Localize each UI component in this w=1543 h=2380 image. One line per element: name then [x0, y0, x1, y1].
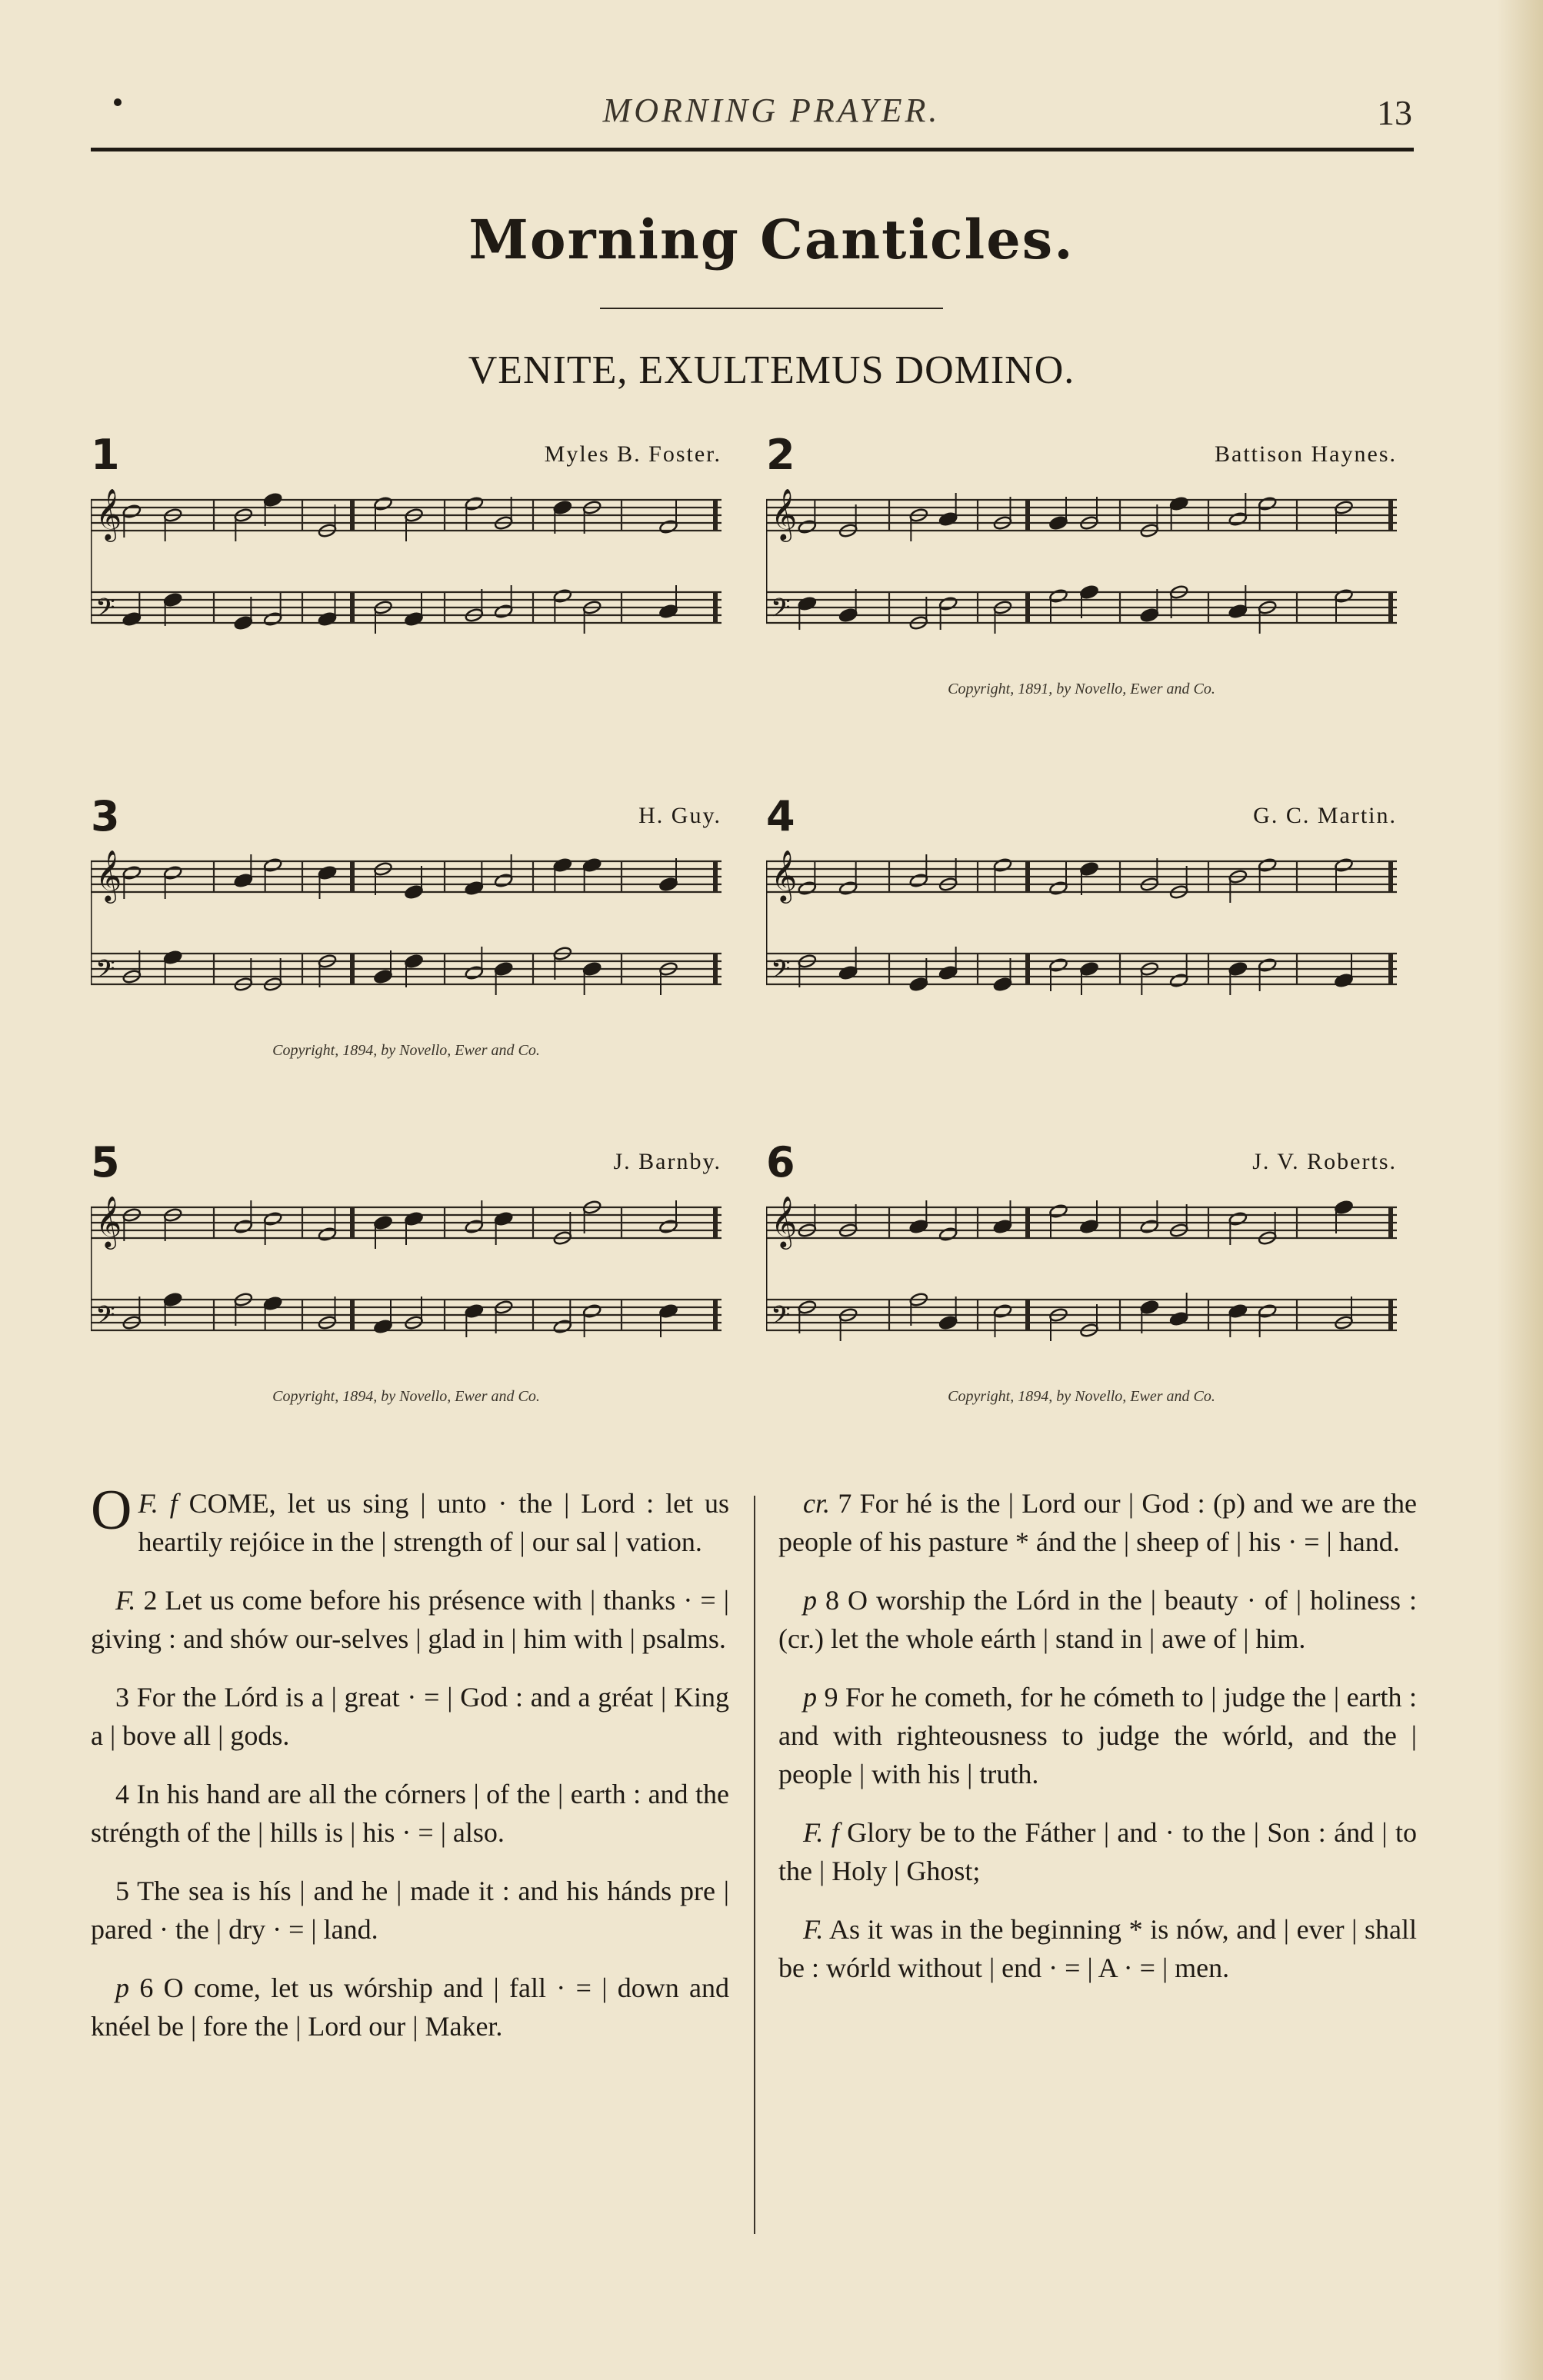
gloria-1 — [778, 1813, 1417, 1890]
chant-number: 1 — [91, 431, 120, 479]
dynamic-mark: F. — [803, 1914, 824, 1945]
note-head — [373, 1319, 392, 1334]
note-head — [318, 865, 337, 880]
note-head — [658, 1219, 678, 1234]
note-head — [1258, 1303, 1277, 1319]
note-head — [465, 496, 484, 511]
note-head — [494, 873, 513, 888]
verse-text: As it was in the beginning * is nów, and | ever | shall be : wórld without | end · = | A · = | men. — [778, 1914, 1418, 1983]
note-head — [993, 977, 1012, 992]
note-head — [1048, 1203, 1068, 1219]
note-head — [1228, 961, 1248, 977]
note-head — [1079, 1219, 1098, 1234]
treble-clef-icon: 𝄞 — [771, 1195, 798, 1247]
title-rule — [600, 308, 943, 309]
verse-6 — [91, 1969, 729, 2045]
note-head — [658, 604, 678, 619]
music-score — [766, 838, 1397, 1038]
chant-composer: J. V. Roberts. — [1252, 1149, 1397, 1174]
chant-number: 4 — [766, 792, 795, 840]
note-head — [494, 1211, 513, 1227]
note-head — [838, 965, 858, 980]
verses-right-column — [778, 1484, 1417, 2007]
chant-composer: Battison Haynes. — [1215, 441, 1397, 467]
note-head — [1258, 957, 1277, 973]
note-head — [404, 884, 423, 900]
note-head — [658, 519, 678, 534]
chant-composer: G. C. Martin. — [1253, 803, 1397, 828]
treble-clef-icon: 𝄞 — [95, 488, 122, 540]
treble-clef-icon: 𝄞 — [95, 1195, 122, 1247]
note-head — [1169, 496, 1188, 511]
dynamic-mark: F. f — [138, 1488, 178, 1519]
note-head — [993, 857, 1012, 873]
header-rule — [91, 148, 1414, 151]
note-head — [404, 954, 423, 969]
note-head — [553, 500, 572, 515]
chant-number: 6 — [766, 1138, 795, 1187]
note-head — [122, 504, 142, 519]
note-head — [163, 1292, 182, 1307]
chant-composer: Myles B. Foster. — [544, 441, 722, 467]
note-head — [658, 1303, 678, 1319]
verse-text: 9 For he cometh, for he cómeth to | judge the | earth : and with righteousness to judge the wórld, and the | people | with his | truth. — [778, 1682, 1418, 1789]
note-head — [938, 511, 958, 527]
note-head — [465, 1303, 484, 1319]
note-head — [582, 1303, 602, 1319]
note-head — [582, 857, 602, 873]
treble-clef-icon: 𝄞 — [771, 849, 798, 901]
note-head — [1334, 857, 1353, 873]
verse-1 — [91, 1479, 730, 1561]
chant-number: 5 — [91, 1138, 120, 1187]
chant-number: 3 — [91, 792, 120, 840]
note-head — [553, 588, 572, 604]
chant-copyright: Copyright, 1891, by Novello, Ewer and Co. — [948, 681, 1215, 697]
dynamic-mark: F. — [115, 1585, 136, 1616]
note-head — [234, 873, 253, 888]
verse-7 — [778, 1484, 1417, 1561]
note-head — [318, 1227, 337, 1242]
music-score — [766, 477, 1397, 677]
chant-3 — [91, 792, 722, 1069]
note-head — [465, 965, 484, 980]
bass-clef-icon: 𝄢 — [95, 1301, 115, 1336]
note-head — [938, 965, 958, 980]
note-head — [1258, 496, 1277, 511]
bass-clef-icon: 𝄢 — [771, 955, 791, 990]
bass-clef-icon: 𝄢 — [771, 594, 791, 629]
note-head — [938, 596, 958, 611]
verse-text: 4 In his hand are all the córners | of the | earth : and the stréngth of the | hills is | his · = | also. — [91, 1779, 729, 1848]
note-head — [404, 1211, 423, 1227]
note-head — [909, 1219, 928, 1234]
note-head — [263, 611, 282, 627]
dynamic-mark: p — [115, 1972, 129, 2003]
note-head — [494, 961, 513, 977]
note-head — [1140, 607, 1159, 623]
note-head — [234, 1219, 253, 1234]
verse-text: COME, let us sing | unto · the | Lord : let us heartily rejóice in the | strength of | our sal | vation. — [138, 1488, 730, 1557]
chant-number: 2 — [766, 431, 795, 479]
note-head — [1079, 584, 1098, 600]
note-head — [1079, 961, 1098, 977]
note-head — [263, 857, 282, 873]
note-head — [553, 1319, 572, 1334]
note-head — [1079, 861, 1098, 877]
note-head — [582, 961, 602, 977]
note-head — [993, 1303, 1012, 1319]
verse-text: 3 For the Lórd is a | great · = | God : and a gréat | King a | bove all | gods. — [91, 1682, 729, 1751]
note-head — [373, 969, 392, 984]
note-head — [263, 492, 282, 508]
chant-copyright: Copyright, 1894, by Novello, Ewer and Co. — [272, 1042, 540, 1059]
verse-text: 7 For hé is the | Lord our | God : (p) and we are the people of his pasture * ánd the | sheep of | his · = | hand. — [778, 1488, 1418, 1557]
note-head — [234, 615, 253, 631]
note-head — [1228, 1211, 1248, 1227]
verse-text: Glory be to the Fáther | and · to the | Son : ánd | to the | Holy | Ghost; — [778, 1817, 1418, 1886]
note-head — [163, 865, 182, 880]
note-head — [1334, 588, 1353, 604]
note-head — [1048, 880, 1068, 896]
note-head — [993, 1219, 1012, 1234]
note-head — [1228, 604, 1248, 619]
chant-4 — [766, 792, 1397, 1069]
note-head — [163, 950, 182, 965]
bass-clef-icon: 𝄢 — [95, 955, 115, 990]
note-head — [798, 880, 817, 896]
column-divider — [754, 1496, 755, 2234]
note-head — [553, 857, 572, 873]
note-head — [373, 496, 392, 511]
running-title: MORNING PRAYER. — [602, 92, 941, 129]
note-head — [1140, 1219, 1159, 1234]
note-head — [263, 1211, 282, 1227]
chant-2 — [766, 431, 1397, 707]
note-head — [838, 607, 858, 623]
note-head — [1228, 1303, 1248, 1319]
music-score — [766, 1184, 1397, 1384]
note-head — [1169, 973, 1188, 988]
canticle-title: VENITE, EXULTEMUS DOMINO. — [468, 348, 1075, 392]
note-head — [1258, 857, 1277, 873]
chant-6 — [766, 1138, 1397, 1415]
verse-text: 5 The sea is hís | and he | made it : and his hánds pre | pared · the | dry · = | land. — [91, 1876, 729, 1945]
note-head — [465, 880, 484, 896]
note-head — [1140, 1300, 1159, 1315]
verses-left-column — [91, 1479, 730, 2065]
note-head — [465, 1219, 484, 1234]
bass-clef-icon: 𝄢 — [771, 1301, 791, 1336]
note-head — [1048, 957, 1068, 973]
music-score — [91, 838, 722, 1038]
note-head — [122, 865, 142, 880]
note-head — [1169, 1311, 1188, 1326]
chant-5 — [91, 1138, 722, 1415]
note-head — [122, 611, 142, 627]
dynamic-mark: p — [803, 1682, 817, 1713]
note-head — [1048, 588, 1068, 604]
section-title: Morning Canticles. — [468, 208, 1075, 271]
note-head — [798, 596, 817, 611]
verse-text: 2 Let us come before his présence with | thanks · = | giving : and shów our-selves | glad in | him with | psalms. — [91, 1585, 730, 1654]
verse-text: 8 O worship the Lórd in the | beauty · of | holiness : (cr.) let the whole eárth | stand in | awe of | him. — [778, 1585, 1417, 1654]
dynamic-mark: F. f — [803, 1817, 839, 1848]
note-head — [1334, 973, 1353, 988]
note-head — [404, 611, 423, 627]
note-head — [318, 611, 337, 627]
chant-1 — [91, 431, 722, 707]
verse-4 — [91, 1775, 729, 1852]
note-head — [1334, 1200, 1353, 1215]
music-score — [91, 1184, 722, 1384]
verse-9 — [778, 1678, 1417, 1793]
note-head — [163, 592, 182, 607]
chant-copyright: Copyright, 1894, by Novello, Ewer and Co. — [948, 1388, 1215, 1405]
drop-cap: O — [91, 1479, 132, 1542]
chant-composer: H. Guy. — [638, 803, 722, 828]
note-head — [373, 1215, 392, 1230]
music-score — [91, 477, 722, 677]
note-head — [838, 880, 858, 896]
dynamic-mark: cr. — [803, 1488, 830, 1519]
treble-clef-icon: 𝄞 — [95, 849, 122, 901]
verse-text: 6 O come, let us wórship and | fall · = | down and knéel be | fore the | Lord our | Maker. — [91, 1972, 730, 2042]
note-head — [494, 604, 513, 619]
verse-8 — [778, 1581, 1417, 1658]
note-head — [1228, 511, 1248, 527]
note-head — [1048, 515, 1068, 531]
verse-3 — [91, 1678, 729, 1755]
note-head — [938, 1315, 958, 1330]
gloria-2 — [778, 1910, 1417, 1987]
note-head — [798, 519, 817, 534]
note-head — [263, 1296, 282, 1311]
note-head — [938, 1227, 958, 1242]
treble-clef-icon: 𝄞 — [771, 488, 798, 540]
page-number: 13 — [1377, 93, 1412, 132]
dynamic-mark: p — [803, 1585, 817, 1616]
verse-2 — [91, 1581, 729, 1658]
verse-5 — [91, 1872, 729, 1949]
note-head — [909, 873, 928, 888]
chant-composer: J. Barnby. — [613, 1149, 722, 1174]
note-head — [658, 877, 678, 892]
bass-clef-icon: 𝄢 — [95, 594, 115, 629]
note-head — [909, 977, 928, 992]
chant-copyright: Copyright, 1894, by Novello, Ewer and Co. — [272, 1388, 540, 1405]
